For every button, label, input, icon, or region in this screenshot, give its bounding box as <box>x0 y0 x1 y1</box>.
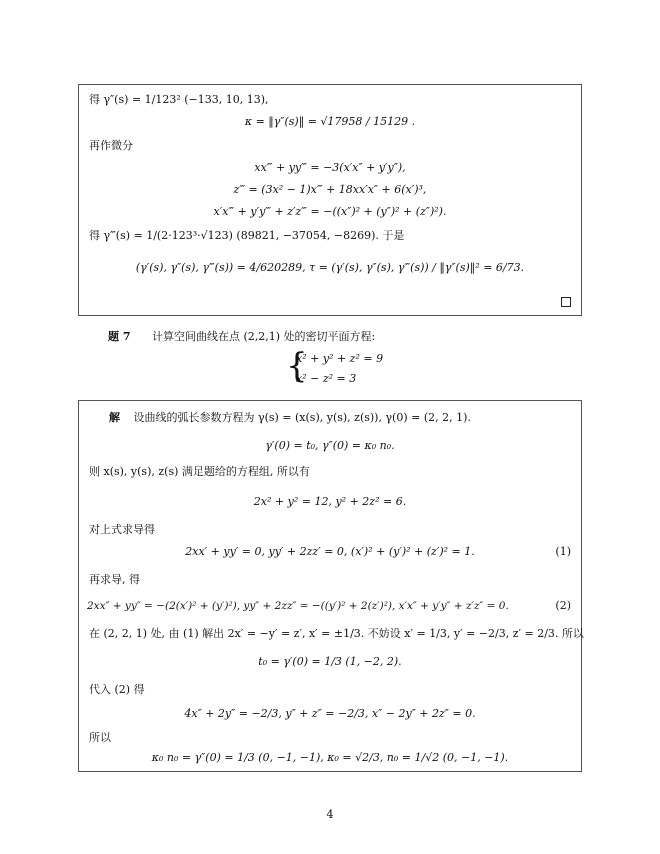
equation-2: 2xx″ + yy″ = −(2(x′)² + (y′)²), yy″ + 2zz″ = −((y′)² + 2(z′)²), x′x″ + y′y″ + z′z″ = 0. <box>87 600 509 612</box>
equation-number-2: (2) <box>555 599 571 612</box>
equation: z‴ = (3x² − 1)x‴ + 18xx′x″ + 6(x′)³, <box>233 183 427 196</box>
solution-label: 解 <box>109 411 120 424</box>
text-line: 设曲线的弧长参数方程为 γ(s) = (x(s), y(s), z(s)), γ(0) = (2, 2, 1). <box>133 411 471 424</box>
text-line: 则 x(s), y(s), z(s) 满足题给的方程组, 所以有 <box>89 465 310 478</box>
text-line: 对上式求导得 <box>89 523 155 536</box>
equation-curvature: κ = ‖γ″(s)‖ = √17958 / 15129 . <box>244 115 416 128</box>
text-line: 再作微分 <box>89 139 133 152</box>
exercise-text: 计算空间曲线在点 (2,2,1) 处的密切平面方程: <box>151 330 376 343</box>
page-number: 4 <box>326 808 334 821</box>
solution-box-top <box>78 84 582 316</box>
text-line: 在 (2, 2, 1) 处, 由 (1) 解出 2x′ = −y′ = z′, x′ = ±1/3. 不妨设 x′ = 1/3, y′ = −2/3, z′ = 2/3. 所以 <box>89 627 584 640</box>
text-line: 得 γ‴(s) = 1/(2·123³·√123) (89821, −37054, −8269). 于是 <box>89 229 405 242</box>
equation: 2x² + y² = 12, y² + 2z² = 6. <box>253 495 407 508</box>
solution-box-bottom <box>78 400 582 772</box>
equation: t₀ = γ′(0) = 1/3 (1, −2, 2). <box>258 655 402 668</box>
equation-number-1: (1) <box>555 545 571 558</box>
qed-box <box>561 297 571 307</box>
equation: 4x″ + 2y″ = −2/3, y″ + z″ = −2/3, x″ − 2y″ + 2z″ = 0. <box>184 707 476 720</box>
exercise-heading <box>108 328 375 344</box>
text-line: 再求导, 得 <box>89 573 140 586</box>
equation-torsion: (γ′(s), γ″(s), γ‴(s)) = 4/620289, τ = (γ′(s), γ″(s), γ‴(s)) / ‖γ″(s)‖² = 6/73. <box>135 261 525 274</box>
equation: γ′(0) = t₀, γ″(0) = κ₀ n₀. <box>265 439 395 452</box>
text-line: 代入 (2) 得 <box>89 683 145 696</box>
equation: xx‴ + yy‴ = −3(x′x″ + y′y″), <box>254 161 406 174</box>
left-brace: { <box>286 346 308 386</box>
equation: x′x‴ + y′y‴ + z′z‴ = −((x″)² + (y″)² + (z″)²). <box>213 205 447 218</box>
text-line <box>109 411 471 425</box>
exercise-label: 题 7 <box>108 330 131 343</box>
text-line: 所以 <box>89 731 111 744</box>
text-line: 得 γ″(s) = 1/123² (−133, 10, 13), <box>89 93 269 106</box>
equation: κ₀ n₀ = γ″(0) = 1/3 (0, −1, −1), κ₀ = √2/3, n₀ = 1/√2 (0, −1, −1). <box>151 751 509 764</box>
system-equation-1: x² + y² + z² = 9 <box>296 352 384 365</box>
equation-1: 2xx′ + yy′ = 0, yy′ + 2zz′ = 0, (x′)² + (y′)² + (z′)² = 1. <box>185 545 475 558</box>
system-equation-2: x² − z² = 3 <box>296 372 357 385</box>
